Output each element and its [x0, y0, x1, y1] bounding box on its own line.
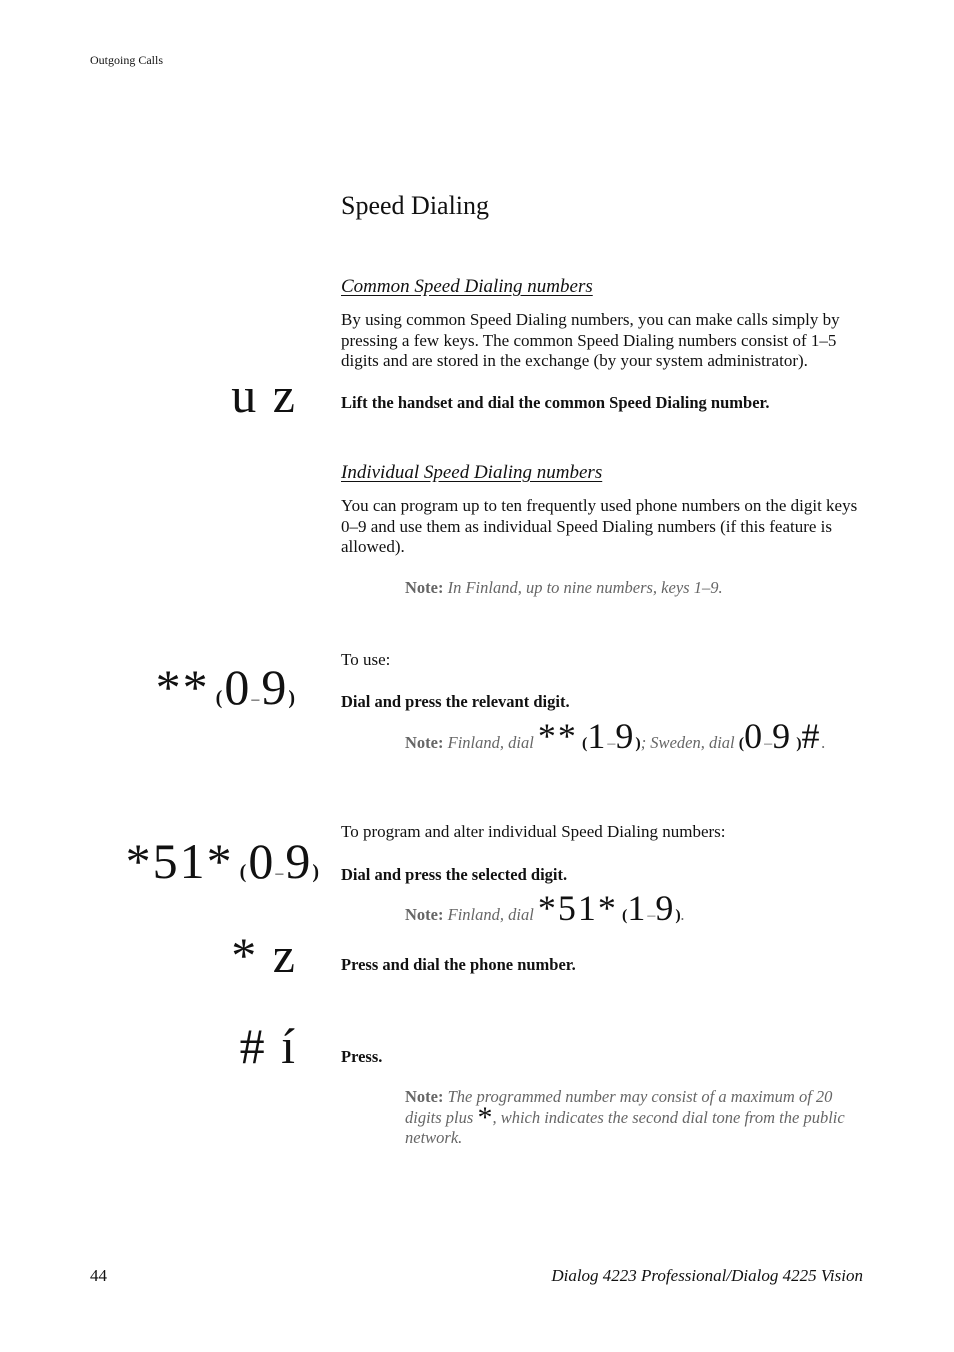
inline-open-paren: (	[622, 907, 628, 924]
note-label: Note:	[405, 733, 444, 752]
note-finland-program	[405, 888, 865, 936]
symbol-prefix: **	[155, 659, 210, 715]
program-label: To program and alter individual Speed Dialing numbers:	[341, 822, 726, 841]
use-instruction: Dial and press the relevant digit.	[341, 692, 570, 711]
common-speed-dialing-heading: Common Speed Dialing numbers	[341, 276, 593, 297]
inline-close-paren: )	[796, 735, 802, 752]
common-speed-dialing-instruction: Lift the handset and dial the common Speed Dialing number.	[341, 393, 770, 412]
inline-from-digit: 1	[627, 888, 648, 928]
note-text: In Finland, up to nine numbers, keys 1–9.	[447, 578, 723, 597]
page-number: 44	[90, 1266, 107, 1285]
symbol-to-digit: 9	[285, 833, 313, 889]
note-text: .	[821, 733, 826, 752]
note-text: ; Sweden, dial	[640, 733, 735, 752]
note-finland-keys	[405, 578, 865, 599]
to-use-label: To use:	[341, 650, 391, 669]
running-header: Outgoing Calls	[90, 53, 164, 67]
star-star-digit-symbol	[155, 659, 297, 715]
product-name: Dialog 4223 Professional/Dialog 4225 Vision	[551, 1266, 863, 1285]
handset-dial-symbol: u z	[231, 367, 297, 423]
note-max-digits	[405, 1087, 865, 1149]
inline-close-paren: )	[675, 907, 681, 924]
inline-to-digit: 9	[615, 716, 636, 756]
symbol-to-digit: 9	[261, 659, 289, 715]
note-finland-sweden-dial	[405, 714, 865, 766]
hash-hangup-symbol: # í	[239, 1018, 297, 1074]
symbol-from-digit: 0	[224, 659, 252, 715]
note-label: Note:	[405, 578, 444, 597]
note-label: Note:	[405, 1087, 444, 1106]
inline-close-paren: )	[635, 735, 641, 752]
note-text: Finland, dial	[447, 905, 534, 924]
inline-from-digit: 1	[587, 716, 608, 756]
program-instruction: Dial and press the selected digit.	[341, 865, 568, 884]
inline-from-digit: 0	[744, 716, 765, 756]
star-key-glyph: *	[477, 1100, 493, 1134]
note-text: , which indicates the second dial tone from the public network.	[405, 1107, 845, 1147]
symbol-open-paren: (	[215, 687, 225, 709]
inline-dash: –	[607, 735, 616, 752]
symbol-open-paren: (	[239, 861, 249, 883]
individual-speed-dialing-body: You can program up to ten frequently used phone numbers on the digit keys 0–9 and use them as individual Speed Dialing numbers (if this feature is allowed).	[341, 496, 858, 556]
symbol-close-paren: )	[288, 687, 297, 709]
inline-open-paren: (	[738, 735, 745, 752]
note-label: Note:	[405, 905, 444, 924]
inline-to-digit: 9	[772, 716, 793, 756]
inline-dash: –	[647, 907, 656, 924]
symbol-from-digit: 0	[248, 833, 276, 889]
inline-dash: –	[764, 735, 773, 752]
inline-symbol-prefix: *51*	[537, 888, 618, 928]
common-speed-dialing-body: By using common Speed Dialing numbers, you can make calls simply by pressing a few keys. The common Speed Dialing numbers consist of 1–5 digits and are stored in the exchange (by your system administrator).	[341, 310, 840, 370]
star-dial-symbol: * z	[231, 927, 297, 983]
press-dial-instruction: Press and dial the phone number.	[341, 955, 576, 974]
symbol-dash: –	[251, 691, 262, 708]
symbol-dash: –	[275, 865, 286, 882]
inline-open-paren: (	[582, 735, 588, 752]
inline-hash: #	[801, 716, 822, 756]
inline-symbol-prefix: **	[537, 716, 578, 756]
symbol-prefix: *51*	[125, 833, 234, 889]
note-text: .	[680, 905, 685, 924]
star51star-digit-symbol	[125, 833, 321, 889]
note-text: The programmed number may consist of a maximum of 20 digits plus	[405, 1087, 833, 1127]
page-title: Speed Dialing	[341, 191, 490, 220]
inline-to-digit: 9	[655, 888, 676, 928]
symbol-close-paren: )	[312, 861, 321, 883]
note-text: Finland, dial	[447, 733, 534, 752]
individual-speed-dialing-heading: Individual Speed Dialing numbers	[341, 462, 603, 483]
press-instruction: Press.	[341, 1047, 383, 1066]
